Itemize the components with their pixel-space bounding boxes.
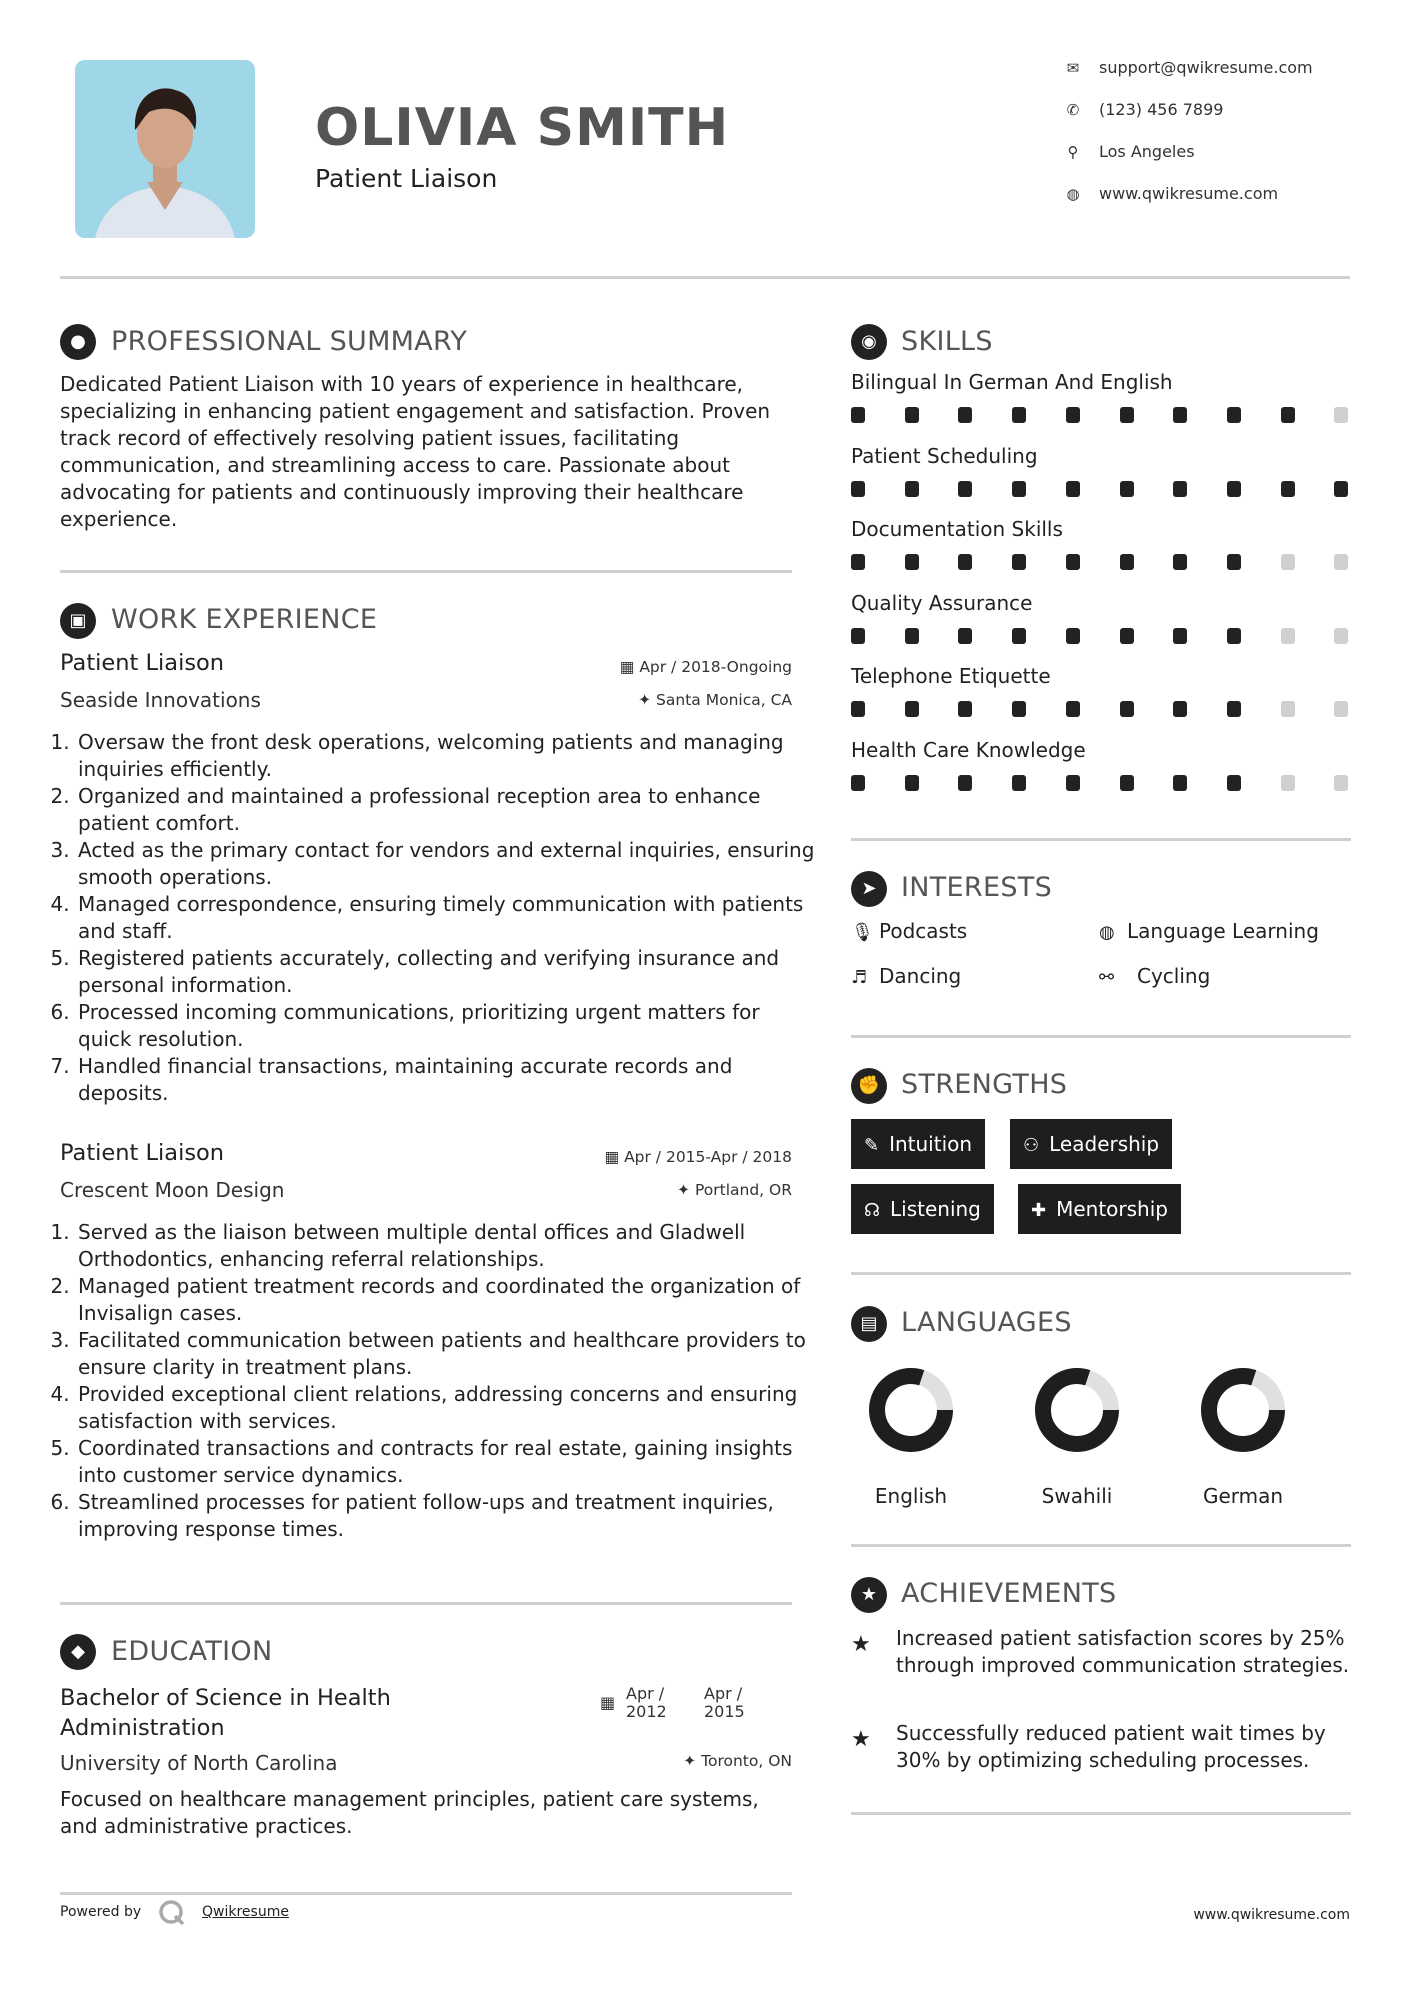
footer-divider xyxy=(60,1892,792,1895)
skill-rating-dot xyxy=(1066,481,1080,497)
calendar-icon: ▦ xyxy=(604,1148,625,1166)
language-card-icon: ▤ xyxy=(851,1306,887,1342)
language-item xyxy=(1017,1360,1137,1508)
skill-rating-dot xyxy=(851,554,865,570)
skill-rating-dot xyxy=(1066,701,1080,717)
job-dates: ▦ Apr / 2018-Ongoing xyxy=(619,658,792,676)
job-location: ✦ Portland, OR xyxy=(677,1181,792,1199)
skill-rating-dot xyxy=(1281,554,1295,570)
star-badge-icon: ★ xyxy=(851,1577,887,1613)
languages-list xyxy=(851,1360,1351,1510)
list-item: 4. Managed correspondence, ensuring timely communication with patients and staff. xyxy=(76,891,816,945)
skill-rating-dot xyxy=(1227,481,1241,497)
skill-rating-dot xyxy=(1227,407,1241,423)
skill-rating-dot xyxy=(1120,628,1134,644)
job-location: ✦ Santa Monica, CA xyxy=(638,691,792,709)
contact-website[interactable]: ◍ www.qwikresume.com xyxy=(1063,184,1363,203)
skill-rating-dot xyxy=(1173,407,1187,423)
skill-rating-dot xyxy=(851,481,865,497)
language-name: Swahili xyxy=(1041,1484,1113,1508)
summary-heading: PROFESSIONAL SUMMARY xyxy=(111,326,468,357)
interest-item: ⚯ Cycling xyxy=(1099,964,1211,988)
list-item: 5. Coordinated transactions and contracts for real estate, gaining insights into customer service dynamics. xyxy=(76,1435,816,1489)
contact-phone[interactable]: ✆ (123) 456 7899 xyxy=(1063,100,1363,119)
interest-item: 🎙 Podcasts xyxy=(851,919,968,943)
language-donut xyxy=(1017,1360,1137,1460)
job-duties-list xyxy=(58,729,816,1107)
list-item: 3. Acted as the primary contact for vendors and external inquiries, ensuring smooth operations. xyxy=(76,837,816,891)
language-name: English xyxy=(874,1484,948,1508)
skill-rating-dot xyxy=(1120,407,1134,423)
microphone-icon: 🎙 xyxy=(851,922,874,943)
achievements-heading: ACHIEVEMENTS xyxy=(901,1578,1117,1609)
contact-email[interactable]: ✉ support@qwikresume.com xyxy=(1063,58,1363,77)
achievements-divider xyxy=(851,1812,1351,1815)
list-item: 1. Served as the liaison between multiple dental offices and Gladwell Orthodontics, enhancing referral relationships. xyxy=(76,1219,816,1273)
skill-rating-dot xyxy=(958,407,972,423)
job-title: Patient Liaison xyxy=(60,1140,225,1166)
skill-rating-dot xyxy=(1227,775,1241,791)
skill-rating-dot xyxy=(1173,481,1187,497)
users-icon: ⚇ xyxy=(1023,1135,1040,1156)
skills-heading: SKILLS xyxy=(901,326,993,357)
strength-tag: ✎ Intuition xyxy=(851,1119,985,1169)
skill-rating-dot xyxy=(1281,407,1295,423)
degree-title: Bachelor of Science in Health Administration xyxy=(60,1685,391,1741)
skill-rating-dot xyxy=(1334,554,1348,570)
language-item xyxy=(1183,1360,1303,1508)
skill-rating-dot xyxy=(1120,775,1134,791)
list-item: 1. Oversaw the front desk operations, welcoming patients and managing inquiries efficiently. xyxy=(76,729,816,783)
bicycle-icon: ⚯ xyxy=(1099,967,1115,988)
star-icon: ★ xyxy=(851,1727,871,1752)
headphones-icon: ☊ xyxy=(864,1200,880,1221)
skill-rating-dot xyxy=(1173,628,1187,644)
globe-icon: ◍ xyxy=(1066,185,1080,203)
skill-name: Health Care Knowledge xyxy=(851,737,1086,762)
skill-rating-dot xyxy=(1281,481,1295,497)
skill-rating-dot xyxy=(905,701,919,717)
skill-rating-dot xyxy=(1012,407,1026,423)
header-divider xyxy=(60,276,1350,279)
lightbulb-icon: ◉ xyxy=(851,324,887,360)
skill-rating-dot xyxy=(1012,701,1026,717)
skill-rating-dot xyxy=(1281,628,1295,644)
list-item: 6. Streamlined processes for patient follow-ups and treatment inquiries, improving response times. xyxy=(76,1489,816,1543)
language-name: German xyxy=(1202,1484,1284,1508)
skill-rating-dot xyxy=(958,701,972,717)
skill-rating-dot xyxy=(1012,481,1026,497)
skill-rating-dot xyxy=(1227,701,1241,717)
skill-rating-dot xyxy=(1173,775,1187,791)
list-item: 4. Provided exceptional client relations, addressing concerns and ensuring satisfaction with services. xyxy=(76,1381,816,1435)
skill-name: Quality Assurance xyxy=(851,590,1033,615)
summary-text: Dedicated Patient Liaison with 10 years of experience in healthcare, specializing in enhancing patient engagement and satisfaction. Proven track record of effectively resolving patient issues, facilitating communication, and streamlining access to care. Passionate about advocating for patients and continuously improving their healthcare experience. xyxy=(60,372,771,531)
interest-item: ◍ Language Learning xyxy=(1099,919,1319,943)
qwikresume-link[interactable]: Qwikresume xyxy=(202,1904,289,1920)
skill-rating-dot xyxy=(1120,554,1134,570)
list-item: 3. Facilitated communication between patients and healthcare providers to ensure clarity in treatment plans. xyxy=(76,1327,816,1381)
powered-by-label: Powered by xyxy=(60,1904,142,1920)
skill-rating-dot xyxy=(1066,628,1080,644)
map-marker-icon: ⚲ xyxy=(1067,143,1079,161)
skill-rating-dot xyxy=(958,554,972,570)
skill-rating-dot xyxy=(851,407,865,423)
skill-rating-dot xyxy=(851,701,865,717)
qwikresume-logo-icon xyxy=(158,1899,186,1927)
strengths-divider xyxy=(851,1272,1351,1275)
achievement-item: Increased patient satisfaction scores by 25% through improved communication strategies. xyxy=(896,1626,1350,1677)
skill-rating-dot xyxy=(1334,628,1348,644)
achievement-item: Successfully reduced patient wait times by 30% by optimizing scheduling processes. xyxy=(896,1721,1326,1772)
music-icon: ♬ xyxy=(851,967,868,988)
list-item: 2. Managed patient treatment records and coordinated the organization of Invisalign cases. xyxy=(76,1273,816,1327)
skill-rating-dot xyxy=(1173,701,1187,717)
job-company: Seaside Innovations xyxy=(60,688,261,712)
skill-rating-dot xyxy=(1066,554,1080,570)
language-donut xyxy=(851,1360,971,1460)
user-plus-icon: ✚ xyxy=(1031,1200,1047,1221)
skill-rating-dot xyxy=(1066,775,1080,791)
fist-icon: ✊ xyxy=(851,1068,887,1104)
experience-divider xyxy=(60,1602,792,1605)
skill-rating-dot xyxy=(1334,407,1348,423)
school-location: ✦ Toronto, ON xyxy=(683,1752,792,1770)
globe-icon: ◍ xyxy=(1099,922,1115,943)
candidate-role: Patient Liaison xyxy=(315,164,498,193)
interests-divider xyxy=(851,1035,1351,1038)
skill-rating-dot xyxy=(1012,628,1026,644)
skill-rating-dot xyxy=(1227,554,1241,570)
interest-item: ♬ Dancing xyxy=(851,964,962,988)
skill-rating-dot xyxy=(905,628,919,644)
skill-rating-dot xyxy=(905,407,919,423)
job-company: Crescent Moon Design xyxy=(60,1178,285,1202)
star-icon: ★ xyxy=(851,1632,871,1657)
skill-rating-dot xyxy=(958,628,972,644)
calendar-icon: ▦ xyxy=(619,658,640,676)
school-name: University of North Carolina xyxy=(60,1751,338,1775)
interests-heading: INTERESTS xyxy=(901,872,1053,903)
skill-name: Telephone Etiquette xyxy=(851,664,1051,688)
skill-rating-dot xyxy=(851,628,865,644)
skill-rating-dot xyxy=(1227,628,1241,644)
skill-name: Bilingual In German And English xyxy=(851,370,1173,394)
languages-heading: LANGUAGES xyxy=(901,1307,1072,1338)
pin-icon: ✦ xyxy=(638,691,657,709)
calendar-icon: ▦ xyxy=(600,1693,616,1712)
skill-rating-dot xyxy=(1173,554,1187,570)
skill-rating-dot xyxy=(1281,775,1295,791)
job-dates: ▦ Apr / 2015-Apr / 2018 xyxy=(604,1148,792,1166)
list-item: 6. Processed incoming communications, prioritizing urgent matters for quick resolution. xyxy=(76,999,816,1053)
skill-rating-dot xyxy=(851,775,865,791)
skill-rating-dot xyxy=(1334,481,1348,497)
skills-divider xyxy=(851,838,1351,841)
job-duties-list xyxy=(58,1219,816,1543)
list-item: 7. Handled financial transactions, maintaining accurate records and deposits. xyxy=(76,1053,816,1107)
pin-icon: ✦ xyxy=(683,1752,702,1770)
skill-rating-dot xyxy=(1281,701,1295,717)
magic-wand-icon: ✎ xyxy=(864,1135,880,1156)
summary-divider xyxy=(60,570,792,573)
skill-name: Documentation Skills xyxy=(851,517,1063,541)
skill-rating-dot xyxy=(1012,554,1026,570)
candidate-name: OLIVIA SMITH xyxy=(315,98,730,158)
language-donut xyxy=(1183,1360,1303,1460)
paper-plane-icon: ➤ xyxy=(851,871,887,907)
language-item xyxy=(851,1360,971,1508)
skill-rating-dot xyxy=(905,554,919,570)
pin-icon: ✦ xyxy=(677,1181,695,1199)
skill-rating-dot xyxy=(1334,701,1348,717)
skill-rating-dot xyxy=(1012,775,1026,791)
strength-tag: ✚ Mentorship xyxy=(1018,1184,1181,1234)
user-icon: ● xyxy=(60,324,96,360)
skill-rating-dot xyxy=(1120,481,1134,497)
strength-tag: ⚇ Leadership xyxy=(1010,1119,1172,1169)
footer-website-link[interactable]: www.qwikresume.com xyxy=(1193,1907,1350,1923)
skill-rating-dot xyxy=(958,481,972,497)
skill-rating-dot xyxy=(1334,775,1348,791)
strength-tag: ☊ Listening xyxy=(851,1184,994,1234)
skill-rating-dot xyxy=(905,481,919,497)
list-item: 5. Registered patients accurately, collecting and verifying insurance and personal information. xyxy=(76,945,816,999)
list-item: 2. Organized and maintained a professional reception area to enhance patient comfort. xyxy=(76,783,816,837)
contact-location: ⚲ Los Angeles xyxy=(1063,142,1363,161)
languages-divider xyxy=(851,1544,1351,1547)
graduation-icon: ◆ xyxy=(60,1634,96,1670)
briefcase-icon: ▣ xyxy=(60,603,96,639)
strengths-heading: STRENGTHS xyxy=(901,1069,1068,1100)
skill-rating-dot xyxy=(1120,701,1134,717)
skill-rating-dot xyxy=(1066,407,1080,423)
skill-name: Patient Scheduling xyxy=(851,443,1038,468)
envelope-icon: ✉ xyxy=(1066,59,1080,77)
job-title: Patient Liaison xyxy=(60,650,225,676)
skill-rating-dot xyxy=(958,775,972,791)
phone-icon: ✆ xyxy=(1066,101,1080,119)
profile-photo xyxy=(75,60,255,238)
skill-rating-dot xyxy=(905,775,919,791)
education-heading: EDUCATION xyxy=(111,1636,273,1667)
experience-heading: WORK EXPERIENCE xyxy=(111,604,378,635)
skills-list xyxy=(851,370,1351,800)
education-description: Focused on healthcare management principles, patient care systems, and administrative practices. xyxy=(60,1787,759,1838)
